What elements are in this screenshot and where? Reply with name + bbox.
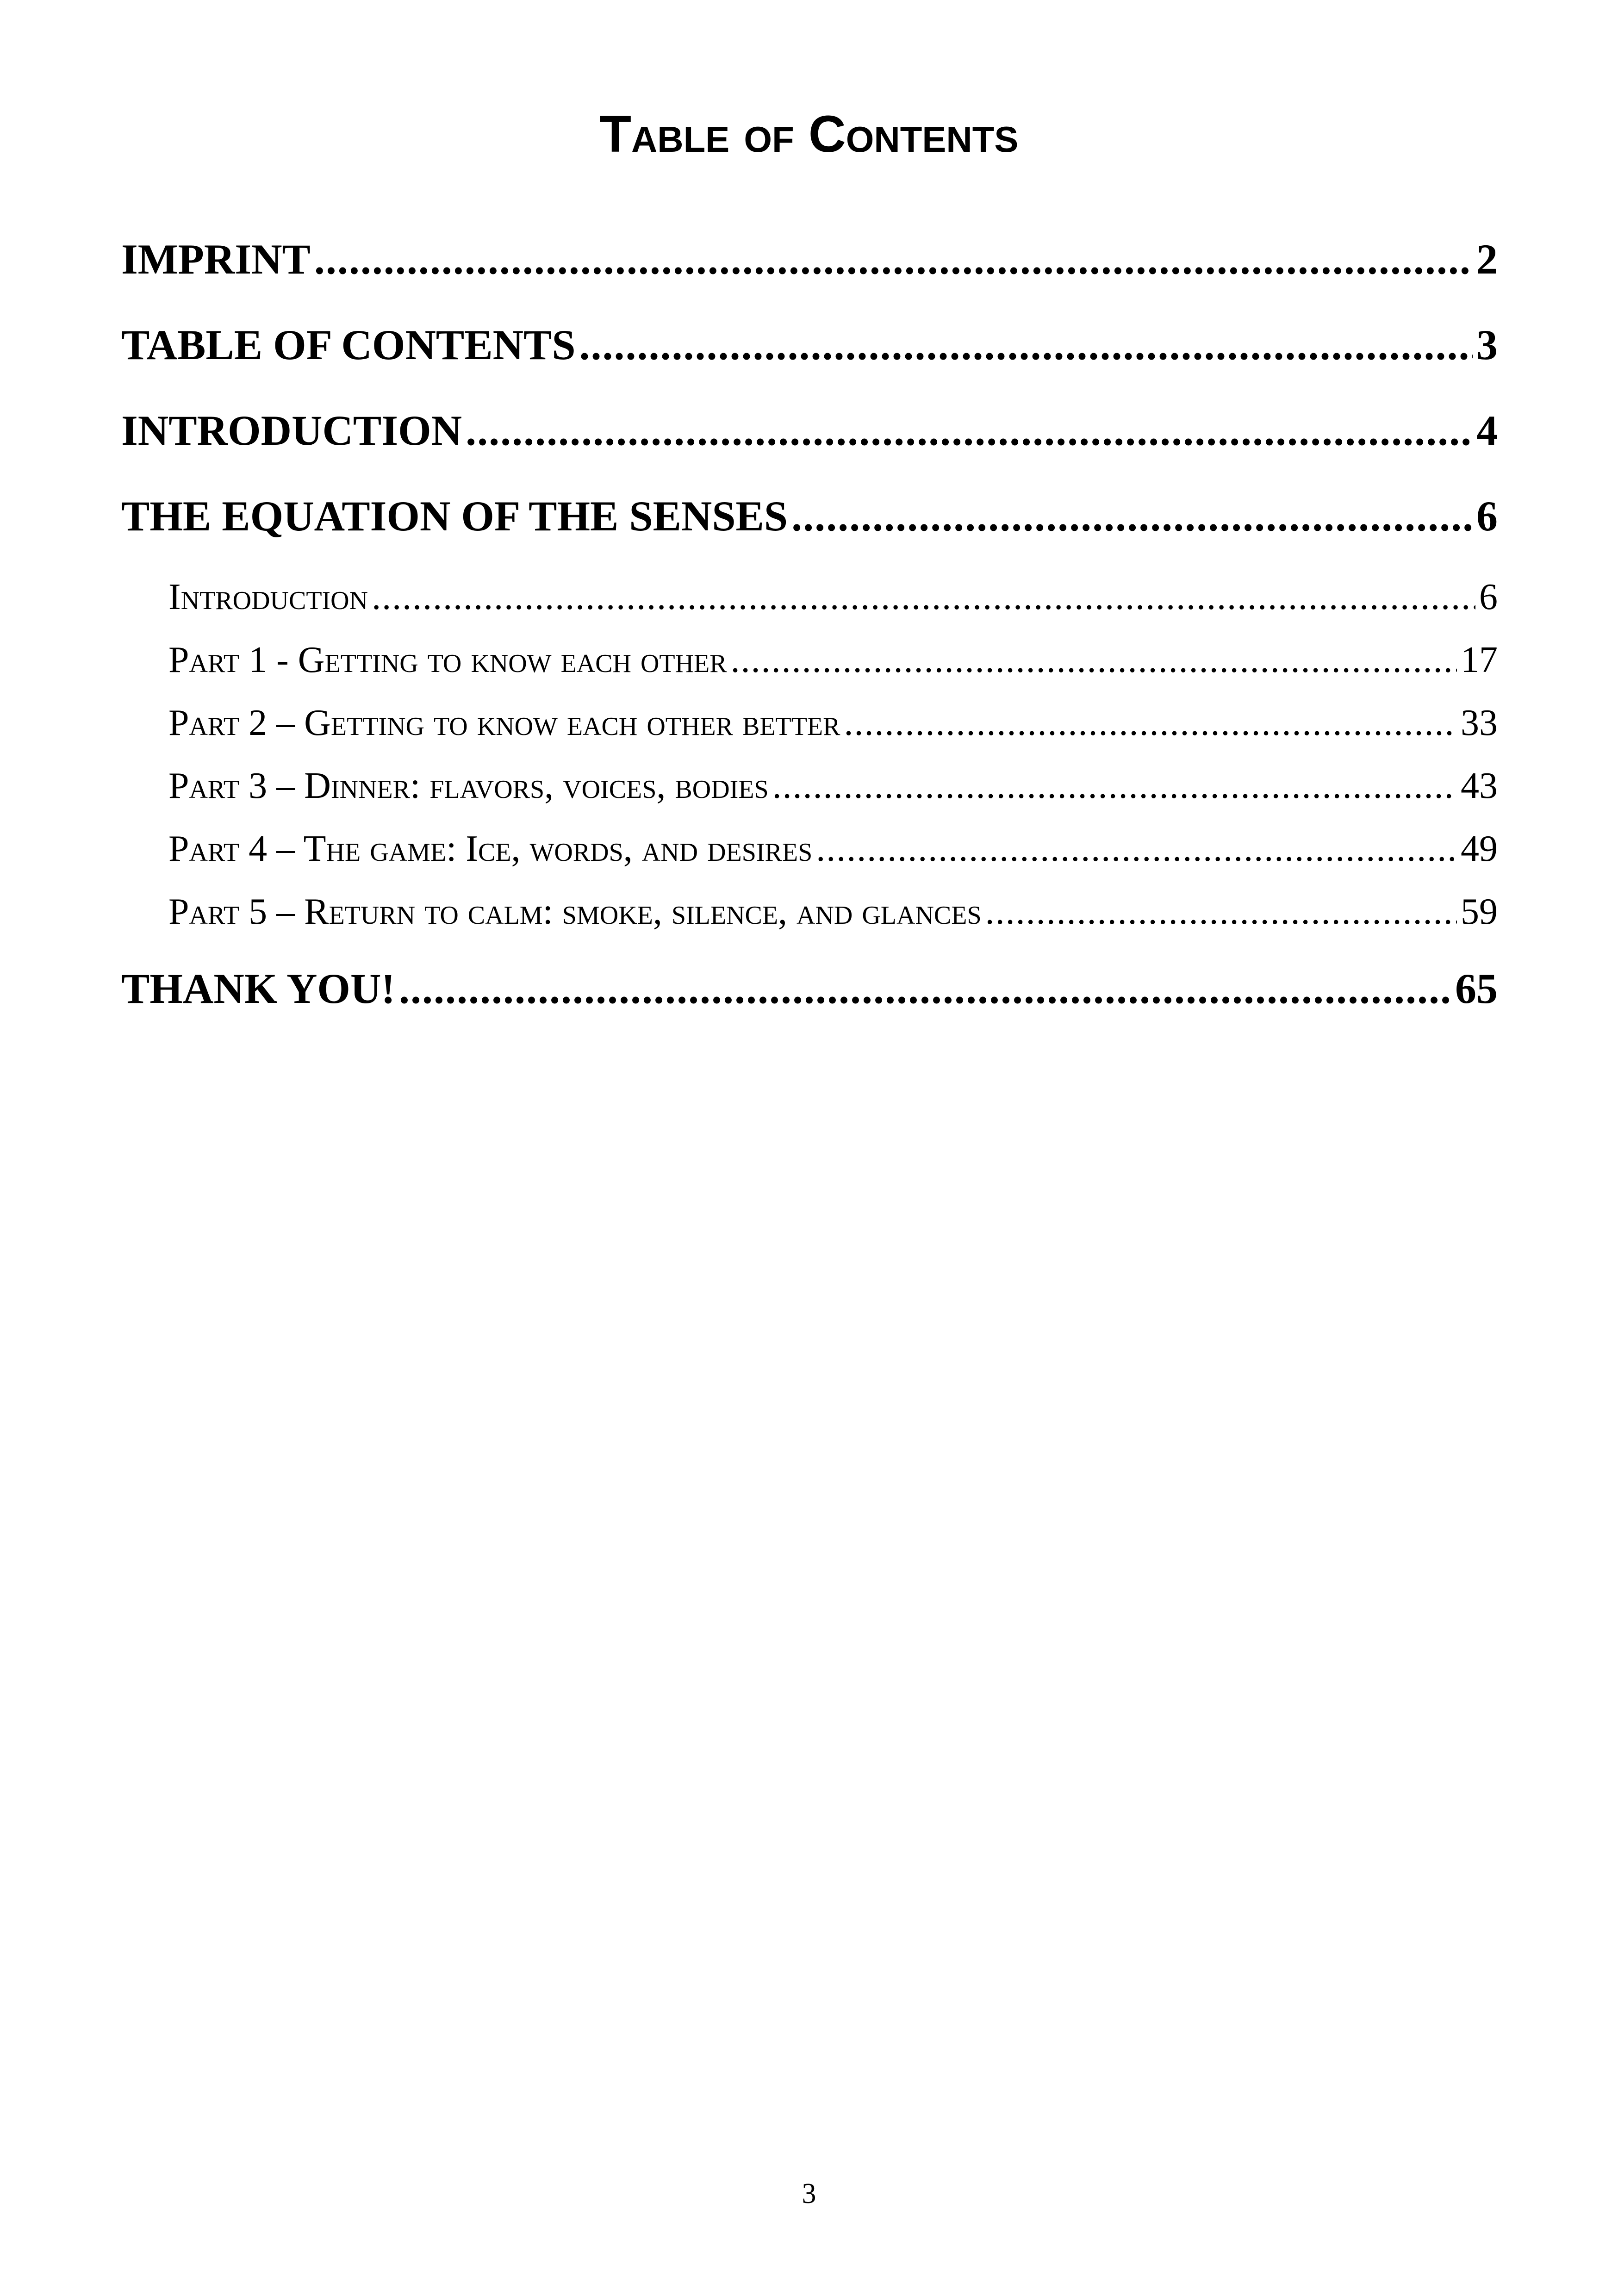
- toc-subentry-part-5[interactable]: [121, 886, 1498, 949]
- dot-leader: [772, 760, 1457, 811]
- toc-entry-page: 2: [1476, 236, 1498, 283]
- toc-subentry-title: Part 1 - Getting to know each other: [168, 640, 727, 680]
- page-title: Table of Contents: [599, 105, 1019, 163]
- dot-leader: [985, 886, 1457, 937]
- toc-subentry-title: Introduction: [168, 577, 368, 617]
- toc-subentry-part-4[interactable]: [121, 823, 1498, 886]
- toc-entry-page: 6: [1476, 492, 1498, 540]
- toc-subentry-page: 6: [1479, 577, 1498, 617]
- toc-subentry-page: 17: [1461, 640, 1498, 680]
- toc-entry-title: IMPRINT: [121, 236, 311, 283]
- dot-leader: [844, 697, 1457, 748]
- toc-subentry-title: Part 4 – The game: Ice, words, and desires: [168, 828, 813, 869]
- toc-subentry-title: Part 5 – Return to calm: smoke, silence, and glances: [168, 891, 982, 932]
- toc-entry-imprint[interactable]: [121, 229, 1498, 315]
- dot-leader: [791, 486, 1473, 546]
- toc-entry-page: 3: [1476, 321, 1498, 368]
- table-of-contents: [121, 229, 1498, 1044]
- toc-entry-title: INTRODUCTION: [121, 407, 462, 454]
- dot-leader: [731, 635, 1457, 685]
- toc-subentry-part-2[interactable]: [121, 697, 1498, 760]
- dot-leader: [816, 823, 1457, 874]
- toc-subentry-part-3[interactable]: [121, 760, 1498, 823]
- toc-entry-thank-you[interactable]: [121, 958, 1498, 1044]
- toc-subentry-page: 33: [1461, 703, 1498, 743]
- toc-entry-title: THE EQUATION OF THE SENSES: [121, 492, 788, 540]
- toc-subentry-page: 59: [1461, 891, 1498, 932]
- dot-leader: [314, 229, 1473, 289]
- toc-entry-introduction[interactable]: [121, 400, 1498, 486]
- toc-subentry-title: Part 3 – Dinner: flavors, voices, bodies: [168, 765, 769, 806]
- toc-entry-title: TABLE OF CONTENTS: [121, 321, 576, 368]
- toc-entry-equation-of-the-senses[interactable]: [121, 486, 1498, 572]
- toc-subentry-part-1[interactable]: [121, 635, 1498, 697]
- toc-entry-title: THANK YOU!: [121, 965, 396, 1012]
- dot-leader: [466, 400, 1473, 460]
- toc-subentry-page: 49: [1461, 828, 1498, 869]
- toc-subentry-title: Part 2 – Getting to know each other better: [168, 703, 840, 743]
- page-number: 3: [802, 2178, 816, 2209]
- dot-leader: [372, 572, 1475, 622]
- toc-subentry-introduction[interactable]: [121, 572, 1498, 635]
- toc-subentry-page: 43: [1461, 765, 1498, 806]
- toc-entry-page: 4: [1476, 407, 1498, 454]
- toc-entry-page: 65: [1455, 965, 1498, 1012]
- dot-leader: [579, 315, 1473, 375]
- toc-entry-table-of-contents[interactable]: [121, 315, 1498, 400]
- dot-leader: [399, 958, 1451, 1019]
